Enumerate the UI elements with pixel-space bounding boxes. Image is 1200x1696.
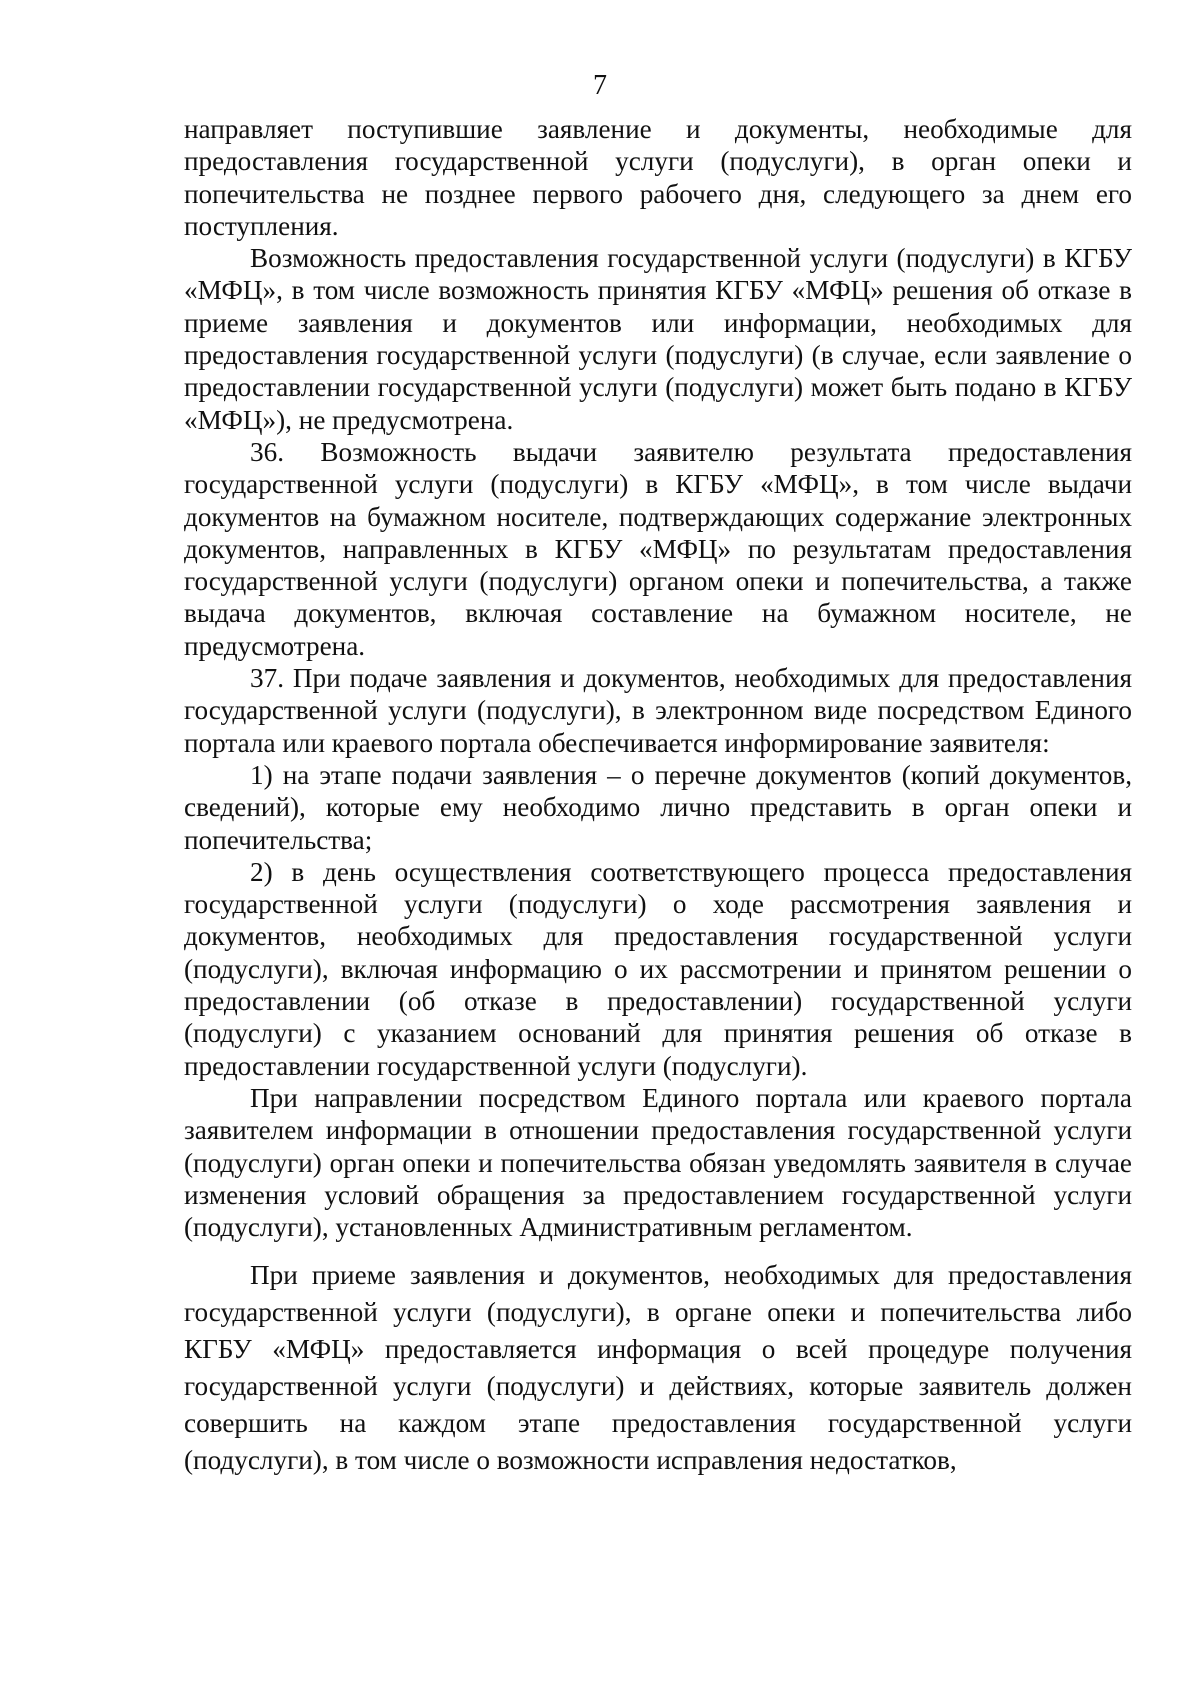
page-number: 7 (593, 70, 607, 101)
paragraph-37-item-2: 2) в день осуществления соответствующего процесса предоставления государственной услуги (подуслуги) о ходе рассмотрения заявления и документов, необходимых для предоставления государственной услуги (подуслуги), включая информацию о их рассмотрении и принятом решении о предоставлении (об отказе в предоставлении) государственной услуги (подуслуги) с указанием оснований для принятия решения об отказе в предоставлении государственной услуги (подуслуги). (184, 856, 1132, 1081)
paragraph-reception-info: При приеме заявления и документов, необходимых для предоставления государственной услуги (подуслуги), в органе опеки и попечительства либо КГБУ «МФЦ» предоставляется информация о всей процедуре получения государственной услуги (подуслуги) и действиях, которые заявитель должен совершить на каждом этапе предоставления государственной услуги (подуслуги), в том числе о возможности исправления недостатков, (184, 1260, 1132, 1476)
paragraph-portal-notification: При направлении посредством Единого портала или краевого портала заявителем информации в отношении предоставления государственной услуги (подуслуги) орган опеки и попечительства обязан уведомлять заявителя в случае изменения условий обращения за предоставлением государственной услуги (подуслуги), установленных Административным регламентом. (184, 1082, 1132, 1243)
paragraph-37: 37. При подаче заявления и документов, необходимых для предоставления государственной услуги (подуслуги), в электронном виде посредством Единого портала или краевого портала обеспечивается информирование заявителя: (184, 663, 1132, 758)
paragraph-36: 36. Возможность выдачи заявителю результата предоставления государственной услуги (подуслуги) в КГБУ «МФЦ», в том числе выдачи документов на бумажном носителе, подтверждающих содержание электронных документов, направленных в КГБУ «МФЦ» по результатам предоставления государственной услуги (подуслуги) органом опеки и попечительства, а также выдача документов, включая составление на бумажном носителе, не предусмотрена. (184, 436, 1132, 661)
paragraph-mfc-possibility: Возможность предоставления государственной услуги (подуслуги) в КГБУ «МФЦ», в том числе возможность принятия КГБУ «МФЦ» решения об отказе в приеме заявления и документов или информации, необходимых для предоставления государственной услуги (подуслуги) (в случае, если заявление о предоставлении государственной услуги (подуслуги) может быть подано в КГБУ «МФЦ»), не предусмотрена. (184, 243, 1132, 435)
paragraph-37-item-1: 1) на этапе подачи заявления – о перечне документов (копий документов, сведений), которые ему необходимо лично представить в орган опеки и попечительства; (184, 759, 1132, 855)
document-body (184, 113, 1132, 1479)
paragraph-continuation: направляет поступившие заявление и документы, необходимые для предоставления государственной услуги (подуслуги), в орган опеки и попечительства не позднее первого рабочего дня, следующего за днем его поступления. (184, 114, 1132, 241)
